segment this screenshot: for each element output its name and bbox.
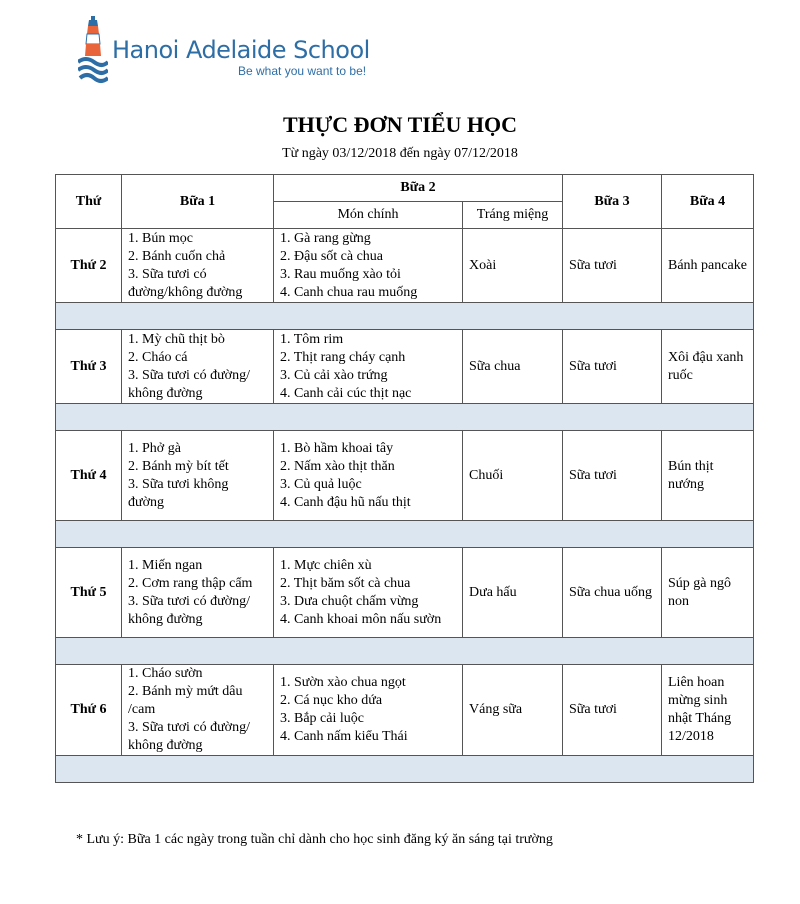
bua1-cell <box>122 330 274 404</box>
day-name: Thứ 3 <box>56 330 122 404</box>
mon-chinh-cell <box>274 548 463 638</box>
header-bua1: Bữa 1 <box>122 175 274 229</box>
bua1-item: 2. Bánh mỳ mứt dâu /cam <box>128 684 243 717</box>
school-logo <box>78 14 378 86</box>
day-name: Thứ 6 <box>56 665 122 756</box>
bua3-cell: Sữa tươi <box>563 665 662 756</box>
footnote: * Lưu ý: Bữa 1 các ngày trong tuần chỉ dành cho học sinh đăng ký ăn sáng tại trường <box>76 832 553 847</box>
bua1-item: 3. Sữa tươi có đường/ không đường <box>128 367 250 401</box>
mon-chinh-cell <box>274 431 463 521</box>
bua1-cell <box>122 229 274 303</box>
bua1-cell <box>122 665 274 756</box>
mon-chinh-item: 3. Củ cải xào trứng <box>280 367 388 383</box>
trang-mieng-cell: Dưa hấu <box>463 548 563 638</box>
header-bua2: Bữa 2 <box>274 175 563 202</box>
bua1-cell <box>122 548 274 638</box>
mon-chinh-item: 3. Củ quả luộc <box>280 476 362 492</box>
day-row <box>56 330 754 404</box>
mon-chinh-cell <box>274 330 463 404</box>
mon-chinh-item: 2. Cá nục kho dứa <box>280 693 383 708</box>
bua4-cell: Bún thịt nướng <box>662 431 754 521</box>
bua4-cell: Súp gà ngô non <box>662 548 754 638</box>
bua1-item: 2. Cơm rang thập cẩm <box>128 575 253 591</box>
header-thu: Thứ <box>56 175 122 229</box>
bua3-cell: Sữa tươi <box>563 431 662 521</box>
trang-mieng-cell: Xoài <box>463 229 563 303</box>
mon-chinh-item: 4. Canh khoai môn nấu sườn <box>280 611 442 627</box>
date-range: Từ ngày 03/12/2018 đến ngày 07/12/2018 <box>282 146 518 161</box>
day-name: Thứ 4 <box>56 431 122 521</box>
bua1-item: 1. Bún mọc <box>128 230 193 246</box>
trang-mieng-cell: Sữa chua <box>463 330 563 404</box>
bua1-item: 2. Bánh mỳ bít tết <box>128 458 229 474</box>
trang-mieng-cell: Váng sữa <box>463 665 563 756</box>
bua3-cell: Sữa tươi <box>563 330 662 404</box>
bua1-item: 3. Sữa tươi không đường <box>128 476 229 510</box>
mon-chinh-item: 1. Bò hầm khoai tây <box>280 440 394 456</box>
separator-row <box>56 303 754 330</box>
bua4-cell: Xôi đậu xanh ruốc <box>662 330 754 404</box>
header-bua3: Bữa 3 <box>563 175 662 229</box>
bua1-item: 3. Sữa tươi có đường/ không đường <box>128 720 250 753</box>
lighthouse-icon <box>78 14 108 84</box>
mon-chinh-item: 2. Đậu sốt cà chua <box>280 248 384 264</box>
mon-chinh-item: 1. Mực chiên xù <box>280 557 372 573</box>
bua1-item: 1. Mỳ chũ thịt bò <box>128 331 225 347</box>
mon-chinh-cell <box>274 229 463 303</box>
trang-mieng-cell: Chuối <box>463 431 563 521</box>
mon-chinh-item: 4. Canh nấm kiểu Thái <box>280 729 408 744</box>
header-mon-chinh: Món chính <box>274 202 463 229</box>
bua1-item: 3. Sữa tươi có đường/ không đường <box>128 593 250 627</box>
bua4-cell: Liên hoan mừng sinh nhật Tháng 12/2018 <box>662 665 754 756</box>
page-title: THỰC ĐƠN TIỂU HỌC <box>282 112 518 137</box>
day-row <box>56 665 754 756</box>
mon-chinh-item: 3. Bắp cải luộc <box>280 711 364 726</box>
separator-row <box>56 638 754 665</box>
bua1-item: 1. Phở gà <box>128 440 181 456</box>
bua1-item: 1. Miến ngan <box>128 557 203 573</box>
school-name: Hanoi Adelaide School <box>112 36 370 64</box>
mon-chinh-item: 2. Nấm xào thịt thăn <box>280 458 395 474</box>
day-name: Thứ 2 <box>56 229 122 303</box>
mon-chinh-item: 1. Tôm rim <box>280 331 344 347</box>
header-row <box>56 175 754 202</box>
mon-chinh-item: 1. Sườn xào chua ngọt <box>280 675 406 690</box>
mon-chinh-item: 2. Thịt rang cháy cạnh <box>280 349 406 365</box>
header-bua4: Bữa 4 <box>662 175 754 229</box>
separator-row <box>56 404 754 431</box>
mon-chinh-item: 4. Canh cải cúc thịt nạc <box>280 385 412 401</box>
mon-chinh-item: 2. Thịt băm sốt cà chua <box>280 575 411 591</box>
mon-chinh-item: 3. Dưa chuột chấm vừng <box>280 593 419 609</box>
bua1-item: 3. Sữa tươi có đường/không đường <box>128 266 243 300</box>
bua3-cell: Sữa chua uống <box>563 548 662 638</box>
separator-row <box>56 521 754 548</box>
day-row <box>56 431 754 521</box>
mon-chinh-item: 4. Canh chua rau muống <box>280 284 418 300</box>
school-tagline: Be what you want to be! <box>238 64 367 78</box>
bua1-item: 2. Bánh cuốn chả <box>128 248 226 264</box>
mon-chinh-item: 3. Rau muống xào tỏi <box>280 266 401 282</box>
separator-row <box>56 756 754 783</box>
mon-chinh-item: 1. Gà rang gừng <box>280 230 371 246</box>
bua1-item: 1. Cháo sườn <box>128 666 203 681</box>
bua1-cell <box>122 431 274 521</box>
bua3-cell: Sữa tươi <box>563 229 662 303</box>
day-row <box>56 548 754 638</box>
bua1-item: 2. Cháo cá <box>128 349 188 365</box>
day-row <box>56 229 754 303</box>
mon-chinh-cell <box>274 665 463 756</box>
menu-table <box>55 174 754 783</box>
bua4-cell: Bánh pancake <box>662 229 754 303</box>
day-name: Thứ 5 <box>56 548 122 638</box>
header-trang-mieng: Tráng miệng <box>463 202 563 229</box>
mon-chinh-item: 4. Canh đậu hũ nấu thịt <box>280 494 411 510</box>
